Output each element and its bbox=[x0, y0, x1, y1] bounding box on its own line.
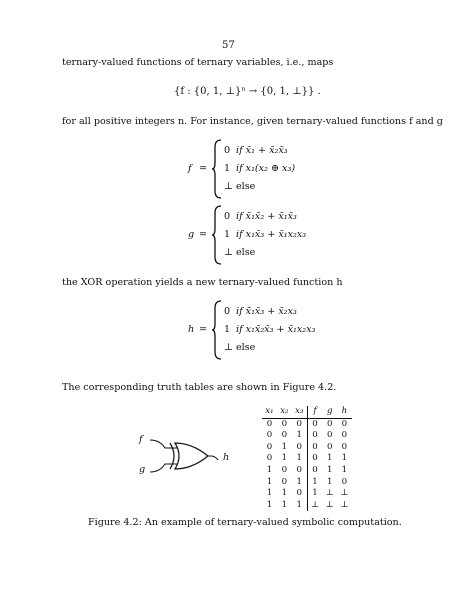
f-case-3-value: ⊥ bbox=[224, 181, 234, 192]
h-case-2-cond: if x₁x̄₂x̄₃ + x̄₁x₂x₃ bbox=[236, 324, 316, 335]
cell: 1 bbox=[296, 430, 302, 441]
table-row bbox=[262, 418, 352, 430]
cell: 1 bbox=[326, 476, 333, 487]
g-brace bbox=[211, 205, 223, 265]
g-lhs: g bbox=[188, 229, 195, 240]
cell: 1 bbox=[326, 464, 333, 475]
h-lhs: h bbox=[188, 324, 195, 335]
header-x1: x₁ bbox=[262, 406, 277, 418]
f-case-1-cond: if x̄₁ + x̄₂x̄₃ bbox=[236, 145, 288, 156]
h-case-1-cond: if x̄₁x̄₃ + x̄₂x₃ bbox=[236, 306, 297, 317]
header-x3: x₃ bbox=[292, 406, 307, 418]
cell: 0 bbox=[326, 418, 333, 429]
h-case-3-value: ⊥ bbox=[224, 342, 234, 353]
table-row bbox=[262, 477, 352, 489]
f-case-1-value: 0 bbox=[224, 145, 231, 156]
cell: 1 bbox=[296, 453, 302, 464]
cell: 0 bbox=[266, 453, 273, 464]
cell: 1 bbox=[266, 499, 273, 510]
f-case-2-value: 1 bbox=[224, 163, 231, 174]
cell: 0 bbox=[296, 418, 302, 429]
cell: 1 bbox=[341, 453, 348, 464]
cell: 0 bbox=[281, 464, 288, 475]
cell: 0 bbox=[281, 476, 288, 487]
cell: ⊥ bbox=[340, 499, 349, 510]
g-case-1-cond: if x̄₁x̄₂ + x̄₁x̄₃ bbox=[236, 211, 297, 222]
cell: ⊥ bbox=[325, 488, 334, 499]
cell: 0 bbox=[296, 464, 302, 475]
cell: 1 bbox=[296, 476, 302, 487]
header-x2: x₂ bbox=[277, 406, 292, 418]
cell: 0 bbox=[307, 465, 322, 477]
cell: 1 bbox=[266, 464, 273, 475]
cell: 0 bbox=[326, 430, 333, 441]
truth-table-header bbox=[262, 406, 352, 418]
gate-input-g: g bbox=[139, 464, 146, 475]
cell: 0 bbox=[341, 418, 348, 429]
cell: 0 bbox=[341, 476, 348, 487]
map-formula: {f : {0, 1, ⊥}ⁿ → {0, 1, ⊥}} . bbox=[174, 86, 321, 97]
cell: 0 bbox=[307, 430, 322, 442]
cell: 1 bbox=[281, 488, 288, 499]
h-eq: = bbox=[199, 324, 208, 335]
g-case-2-cond: if x₁x̄₃ + x̄₁x₂x₃ bbox=[236, 229, 307, 240]
h-brace bbox=[211, 300, 223, 360]
cell: 0 bbox=[281, 418, 288, 429]
h-case-1-value: 0 bbox=[224, 306, 231, 317]
table-row bbox=[262, 453, 352, 465]
gate-input-f: f bbox=[139, 434, 143, 445]
cell: ⊥ bbox=[325, 499, 334, 510]
cell: 0 bbox=[341, 441, 348, 452]
cell: 1 bbox=[266, 488, 273, 499]
cell: ⊥ bbox=[307, 500, 322, 512]
cell: 1 bbox=[341, 464, 348, 475]
g-eq: = bbox=[199, 229, 208, 240]
cell: 0 bbox=[296, 441, 302, 452]
table-row bbox=[262, 430, 352, 442]
f-case-3-cond: else bbox=[236, 181, 256, 192]
header-h: h bbox=[337, 406, 352, 418]
figure-caption: Figure 4.2: An example of ternary-valued symbolic computation. bbox=[88, 517, 402, 528]
page-number: 57 bbox=[222, 40, 235, 51]
cell: 1 bbox=[281, 453, 288, 464]
table-row bbox=[262, 488, 352, 500]
cell: ⊥ bbox=[340, 488, 349, 499]
h-case-3-cond: else bbox=[236, 342, 256, 353]
g-case-3-cond: else bbox=[236, 247, 256, 258]
cell: 0 bbox=[341, 430, 348, 441]
for-all-line: for all positive integers n. For instance, given ternary-valued functions f and g bbox=[62, 116, 443, 127]
table-row bbox=[262, 500, 352, 512]
header-f: f bbox=[307, 406, 322, 418]
truth-table-line: The corresponding truth tables are shown in Figure 4.2. bbox=[62, 382, 337, 393]
cell: 0 bbox=[266, 430, 273, 441]
intro-line: ternary-valued functions of ternary variables, i.e., maps bbox=[62, 57, 334, 68]
cell: 1 bbox=[296, 499, 302, 510]
f-brace bbox=[211, 139, 223, 199]
xor-line: the XOR operation yields a new ternary-valued function h bbox=[62, 277, 343, 288]
gate-output-h: h bbox=[223, 452, 230, 463]
cell: 0 bbox=[266, 418, 273, 429]
g-case-2-value: 1 bbox=[224, 229, 231, 240]
f-eq: = bbox=[199, 163, 208, 174]
cell: 1 bbox=[326, 453, 333, 464]
cell: 1 bbox=[307, 477, 322, 489]
cell: 0 bbox=[307, 418, 322, 430]
table-row bbox=[262, 442, 352, 454]
cell: 0 bbox=[307, 453, 322, 465]
h-case-2-value: 1 bbox=[224, 324, 231, 335]
cell: 0 bbox=[296, 488, 302, 499]
truth-table bbox=[262, 406, 352, 511]
cell: 0 bbox=[281, 430, 288, 441]
cell: 0 bbox=[266, 441, 273, 452]
cell: 1 bbox=[281, 441, 288, 452]
g-case-1-value: 0 bbox=[224, 211, 231, 222]
cell: 1 bbox=[281, 499, 288, 510]
f-case-2-cond: if x₁(x₂ ⊕ x₃) bbox=[236, 163, 296, 174]
cell: 0 bbox=[326, 441, 333, 452]
cell: 0 bbox=[307, 442, 322, 454]
header-g: g bbox=[322, 406, 337, 418]
table-row bbox=[262, 465, 352, 477]
f-lhs: f bbox=[188, 163, 192, 174]
cell: 1 bbox=[307, 488, 322, 500]
cell: 1 bbox=[266, 476, 273, 487]
g-case-3-value: ⊥ bbox=[224, 247, 234, 258]
